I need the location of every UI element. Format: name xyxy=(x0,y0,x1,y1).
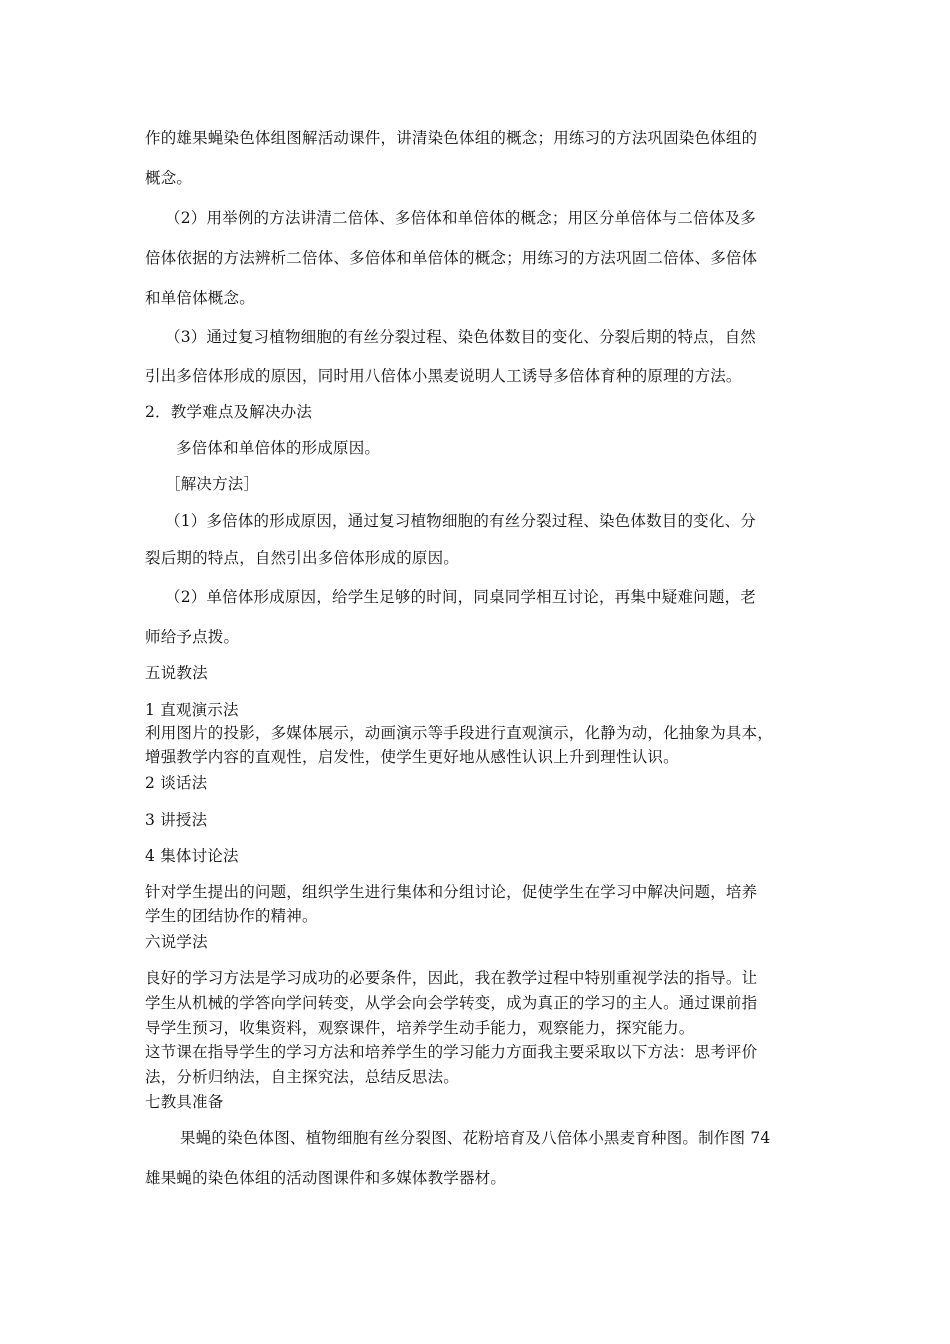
section-heading: 五说教法 xyxy=(145,664,208,682)
paragraph-line: 雄果蝇的染色体组的活动图课件和多媒体教学器材。 xyxy=(145,1169,507,1187)
paragraph-line: 利用图片的投影，多媒体展示，动画演示等手段进行直观演示，化静为动，化抽象为具本， xyxy=(145,724,774,742)
paragraph-line: ［解决方法］ xyxy=(165,475,260,493)
paragraph-line: 果蝇的染色体图、植物细胞有丝分裂图、花粉培育及八倍体小黑麦育种图。制作图 74 xyxy=(180,1129,771,1147)
paragraph-line: 法，分析归纳法，自主探究法，总结反思法。 xyxy=(145,1068,460,1086)
paragraph-line: 师给予点拨。 xyxy=(145,628,240,646)
paragraph-line: 增强教学内容的直观性，启发性，使学生更好地从感性认识上升到理性认识。 xyxy=(145,748,679,766)
subsection-heading: 4 集体讨论法 xyxy=(145,847,239,865)
paragraph-line: 导学生预习，收集资料，观察课件，培养学生动手能力，观察能力，探究能力。 xyxy=(145,1019,695,1037)
section-heading: 2．教学难点及解决办法 xyxy=(145,403,313,421)
paragraph-line: 针对学生提出的问题，组织学生进行集体和分组讨论，促使学生在学习中解决问题，培养 xyxy=(145,883,758,901)
paragraph-line: 学生的团结协作的精神。 xyxy=(145,907,318,925)
subsection-heading: 3 讲授法 xyxy=(145,811,208,829)
paragraph-line: （2）单倍体形成原因，给学生足够的时间，同桌同学相互讨论，再集中疑难问题，老 xyxy=(165,588,756,606)
paragraph-line: 学生从机械的学答向学问转变，从学会向会学转变，成为真正的学习的主人。通过课前指 xyxy=(145,994,758,1012)
paragraph-line: 多倍体和单倍体的形成原因。 xyxy=(176,439,381,457)
paragraph-line: 引出多倍体形成的原因，同时用八倍体小黑麦说明人工诱导多倍体育种的原理的方法。 xyxy=(145,367,742,385)
paragraph-line: 倍体依据的方法辨析二倍体、多倍体和单倍体的概念；用练习的方法巩固二倍体、多倍体 xyxy=(145,249,758,267)
paragraph-line: 良好的学习方法是学习成功的必要条件，因此，我在教学过程中特别重视学法的指导。让 xyxy=(145,969,758,987)
paragraph-line: 作的雄果蝇染色体组图解活动课件，讲清染色体组的概念；用练习的方法巩固染色体组的 xyxy=(145,129,758,147)
subsection-heading: 2 谈话法 xyxy=(145,774,208,792)
paragraph-line: （1）多倍体的形成原因，通过复习植物细胞的有丝分裂过程、染色体数目的变化、分 xyxy=(165,512,756,530)
section-heading: 七教具准备 xyxy=(145,1093,224,1111)
paragraph-line: （2）用举例的方法讲清二倍体、多倍体和单倍体的概念；用区分单倍体与二倍体及多 xyxy=(165,209,756,227)
paragraph-line: 这节课在指导学生的学习方法和培养学生的学习能力方面我主要采取以下方法：思考评价 xyxy=(145,1043,758,1061)
paragraph-line: 和单倍体概念。 xyxy=(145,289,255,307)
subsection-heading: 1 直观演示法 xyxy=(145,701,239,719)
section-heading: 六说学法 xyxy=(145,933,208,951)
paragraph-line: 概念。 xyxy=(145,169,193,187)
paragraph-line: （3）通过复习植物细胞的有丝分裂过程、染色体数目的变化、分裂后期的特点，自然 xyxy=(165,328,756,346)
paragraph-line: 裂后期的特点，自然引出多倍体形成的原因。 xyxy=(145,549,460,567)
